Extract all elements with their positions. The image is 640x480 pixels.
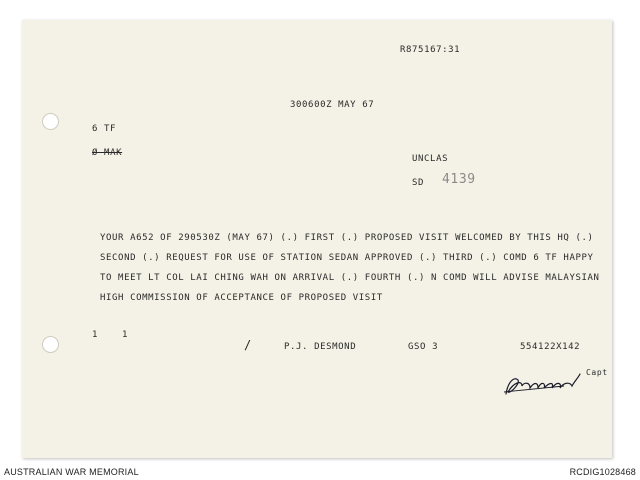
date-time-group: 300600Z MAY 67	[290, 100, 375, 110]
message-body	[100, 228, 600, 308]
appointment: GSO 3	[408, 342, 439, 352]
message-form	[22, 20, 612, 458]
addressee-to: 6 TF	[92, 124, 117, 134]
body-line: SECOND (.) REQUEST FOR USE OF STATION SEDAN APPROVED (.) THIRD (.) COMD 6 TF HAPPY	[100, 253, 594, 263]
addressee-info-text: MAK	[104, 148, 123, 158]
phone-extension: 554122X142	[520, 342, 581, 352]
addressee-info: Ø MAK	[92, 148, 123, 158]
signatory-name: P.J. DESMOND	[284, 342, 357, 352]
page-mark-1: 1	[92, 330, 99, 340]
serial-number: 4139	[442, 172, 476, 187]
rank: Capt	[586, 368, 608, 377]
archive-credit: AUSTRALIAN WAR MEMORIAL	[4, 467, 139, 477]
handwritten-signature	[500, 370, 590, 400]
serial-prefix: SD	[412, 178, 425, 188]
reference-number: R875167:31	[400, 45, 461, 55]
classification: UNCLAS	[412, 154, 449, 164]
body-line: HIGH COMMISSION OF ACCEPTANCE OF PROPOSED VISIT	[100, 293, 383, 303]
body-line: TO MEET LT COL LAI CHING WAH ON ARRIVAL (.) FOURTH (.) N COMD WILL ADVISE MALAYSIAN	[100, 273, 600, 283]
slash-mark: /	[244, 338, 252, 352]
punch-hole-top	[42, 113, 59, 130]
archive-id: RCDIG1028468	[569, 467, 636, 477]
body-line: YOUR A652 OF 290530Z (MAY 67) (.) FIRST (.) PROPOSED VISIT WELCOMED BY THIS HQ (.)	[100, 233, 594, 243]
punch-hole-bottom	[42, 336, 59, 353]
page-mark-2: 1	[122, 330, 129, 340]
